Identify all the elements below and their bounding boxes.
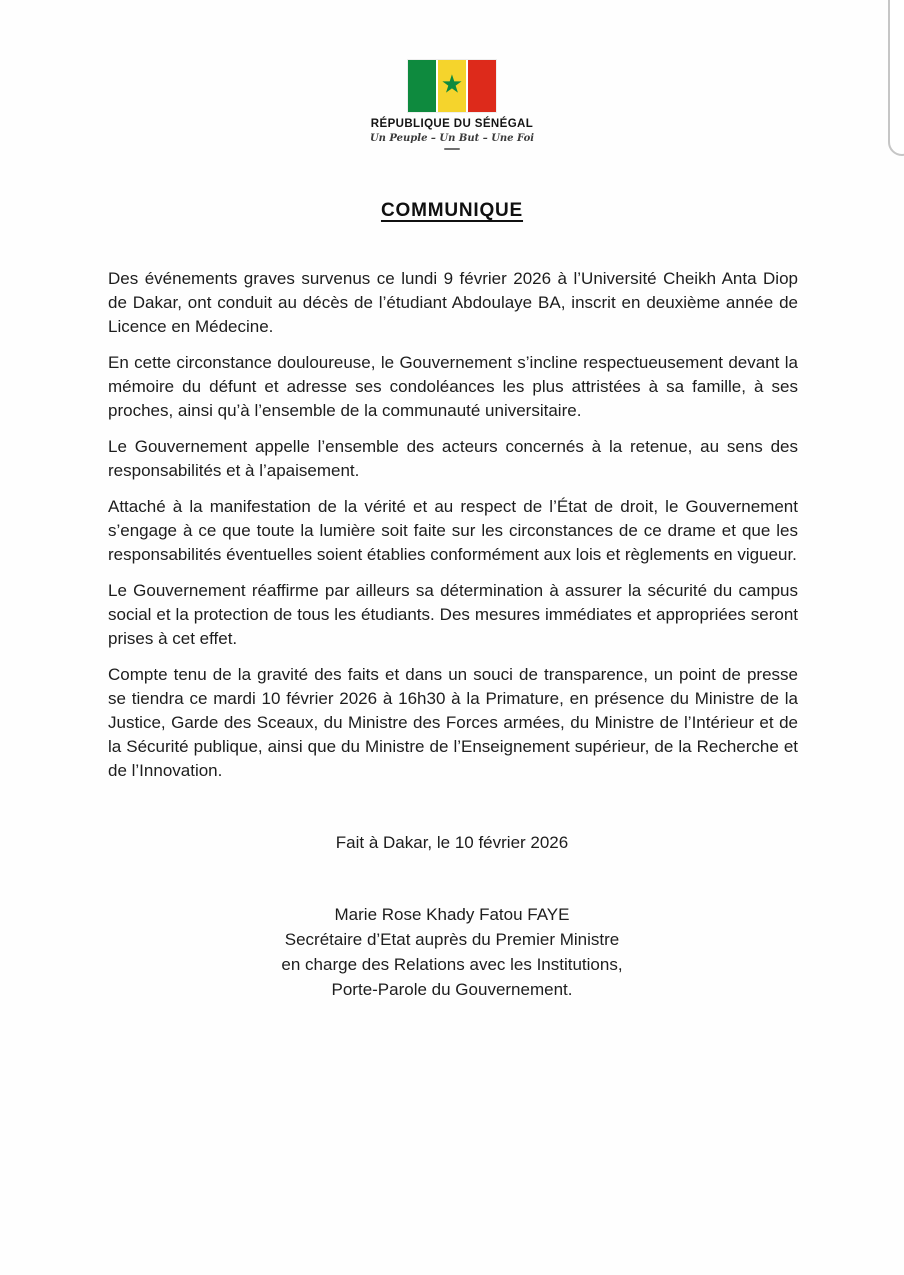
- signatory-name: Marie Rose Khady Fatou FAYE: [334, 905, 570, 924]
- paragraph-1: Des événements graves survenus ce lundi 9 février 2026 à l’Université Cheikh Anta Diop de Dakar, ont conduit au décès de l’étudiant Abdoulaye BA, inscrit en deuxième année de Licence en Médecine.: [108, 269, 798, 336]
- paragraph-4: Attaché à la manifestation de la vérité et au respect de l’État de droit, le Gouvernement s’engage à ce que toute la lumière soit faite sur les circonstances de ce drame et que les responsabilités éventuelles soient établies conformément aux lois et règlements en vigueur.: [108, 497, 798, 564]
- paragraph-2: En cette circonstance douloureuse, le Gouvernement s’incline respectueusement devant la mémoire du défunt et adresse ses condoléances les plus attristées à sa famille, à ses proches, ainsi qu’à l’ensemble de la communauté universitaire.: [108, 353, 798, 420]
- signatory-role-line-1: Secrétaire d’Etat auprès du Premier Ministre: [284, 930, 620, 949]
- flag-band-red: [468, 60, 496, 112]
- signatory-role-line-3: Porte-Parole du Gouvernement.: [331, 980, 573, 999]
- dateline: Fait à Dakar, le 10 février 2026: [335, 833, 569, 852]
- document-body: [108, 267, 798, 795]
- signatory-role-line-2: en charge des Relations avec les Institutions,: [281, 955, 623, 974]
- scrollbar-thumb[interactable]: [888, 0, 904, 156]
- document-title: COMMUNIQUE: [380, 200, 524, 221]
- paragraph-3: Le Gouvernement appelle l’ensemble des acteurs concernés à la retenue, au sens des responsabilités et à l’apaisement.: [108, 437, 798, 480]
- star-icon: ★: [440, 70, 464, 99]
- senegal-flag-icon: [408, 60, 496, 112]
- paragraph-6: Compte tenu de la gravité des faits et dans un souci de transparence, un point de presse se tiendra ce mardi 10 février 2026 à 16h30 à la Primature, en présence du Ministre de la Justice, Garde des Sceaux, du Ministre des Forces armées, du Ministre de l’Intérieur et de la Sécurité publique, ainsi que du Ministre de l’Enseignement supérieur, de la Recherche et de l’Innovation.: [108, 665, 798, 780]
- signature-block: [0, 902, 904, 1002]
- motto-divider: [444, 148, 460, 150]
- national-emblem: [370, 60, 534, 150]
- flag-band-green: [408, 60, 436, 112]
- paragraph-5: Le Gouvernement réaffirme par ailleurs sa détermination à assurer la sécurité du campus social et la protection de tous les étudiants. Des mesures immédiates et appropriées seront prises à cet effet.: [108, 581, 798, 648]
- national-motto: Un Peuple – Un But – Une Foi: [369, 133, 535, 144]
- country-name: RÉPUBLIQUE DU SÉNÉGAL: [370, 118, 534, 130]
